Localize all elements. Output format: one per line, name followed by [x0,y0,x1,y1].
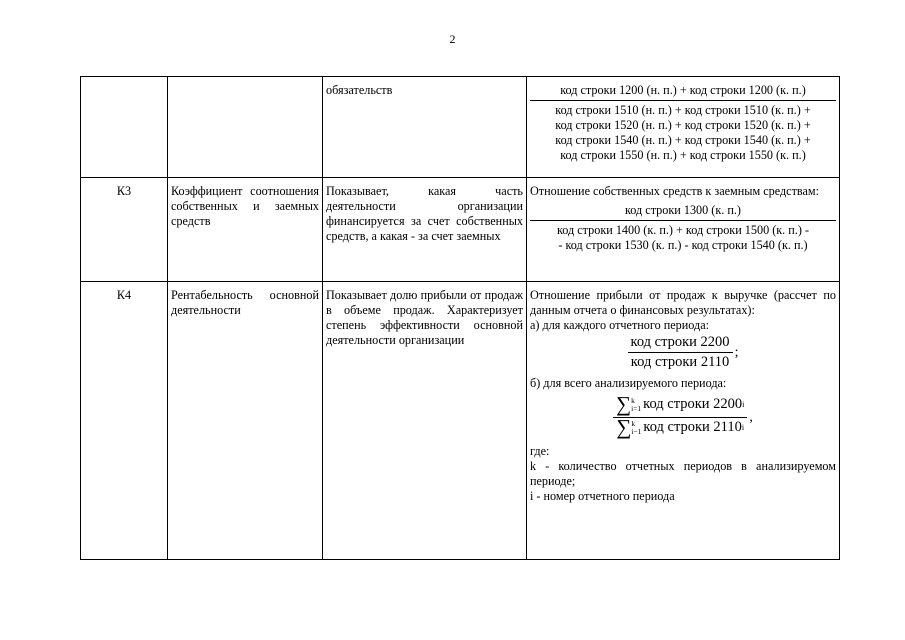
formula-intro: Отношение собственных средств к заемным средствам: [530,184,820,198]
case-b-formula [530,392,836,440]
table-row [81,178,840,282]
formula-numerator: код строки 1300 (к. п.) [530,203,836,221]
ratio-formula-cell [527,178,840,282]
formula-denominator [530,103,836,163]
sum-fraction [613,392,747,440]
fraction-denominator: код строки 2110 [643,419,742,435]
formula-numerator: код строки 1200 (н. п.) + код строки 1200 (к. п.) [530,83,836,101]
i-definition: i - номер отчетного периода [530,489,675,503]
page-number: 2 [449,32,456,46]
where-label: где: [530,444,550,458]
formula-line: код строки 1510 (н. п.) + код строки 1510 (к. п.) + [555,103,811,117]
formula-line: - код строки 1530 (к. п.) - код строки 1540 (к. п.) [558,238,808,252]
ratio-name-cell: Рентабельность основной деятельности [168,282,323,560]
table-row [81,77,840,178]
ratio-code-cell [81,77,168,178]
fraction [628,333,733,372]
ratio-name-cell [168,77,323,178]
case-b-label: б) для всего анализируемого периода: [530,376,727,390]
formula-line: код строки 1520 (н. п.) + код строки 1520 (к. п.) + [555,118,811,132]
formula-line: код строки 1540 (н. п.) + код строки 1540 (к. п.) + [555,133,811,147]
formula-denominator [530,223,836,253]
formula-intro: Отношение прибыли от продаж к выручке (рассчет по данным отчета о финансовых результатах): [530,288,836,317]
formula-line: код строки 1550 (н. п.) + код строки 1550 (к. п.) [560,148,806,162]
formula-line: код строки 1400 (к. п.) + код строки 1500 (к. п.) - [556,223,810,237]
fraction-numerator: код строки 2200 [628,333,733,353]
ratio-formula-cell [527,77,840,178]
ratio-code-cell: К3 [81,178,168,282]
ratio-description-cell: Показывает долю прибыли от продаж в объеме продаж. Характеризует степень эффективности основной деятельности организации [323,282,527,560]
upper-limit: k [631,418,636,428]
lower-limit: i=1 [631,403,642,413]
case-a-formula [530,333,836,372]
fraction-numerator: код строки 2200 [643,396,743,412]
punctuation: , [749,410,753,425]
ratio-name-cell: Коэффициент соотношения собственных и заемных средств [168,178,323,282]
punctuation: ; [734,345,739,360]
table-row [81,282,840,560]
ratio-code-cell: К4 [81,282,168,560]
fraction-denominator: код строки 2110 [630,354,730,370]
index-subscript: i [741,423,745,432]
index-subscript: i [742,400,745,409]
upper-limit: k [631,395,635,405]
ratio-description-cell: Показывает, какая часть деятельности организации финансируется за счет собственных средств, а какая - за счет заемных [323,178,527,282]
ratio-description-cell: обязательств [323,77,527,178]
lower-limit: i−1 [631,426,642,436]
ratios-table [80,76,840,560]
k-definition: k - количество отчетных периодов в анализируемом периоде; [530,459,836,488]
case-a-label: а) для каждого отчетного периода: [530,318,710,332]
sigma-symbol: ∑ [616,415,632,439]
sigma-symbol: ∑ [616,392,632,416]
ratio-formula-cell [527,282,840,560]
